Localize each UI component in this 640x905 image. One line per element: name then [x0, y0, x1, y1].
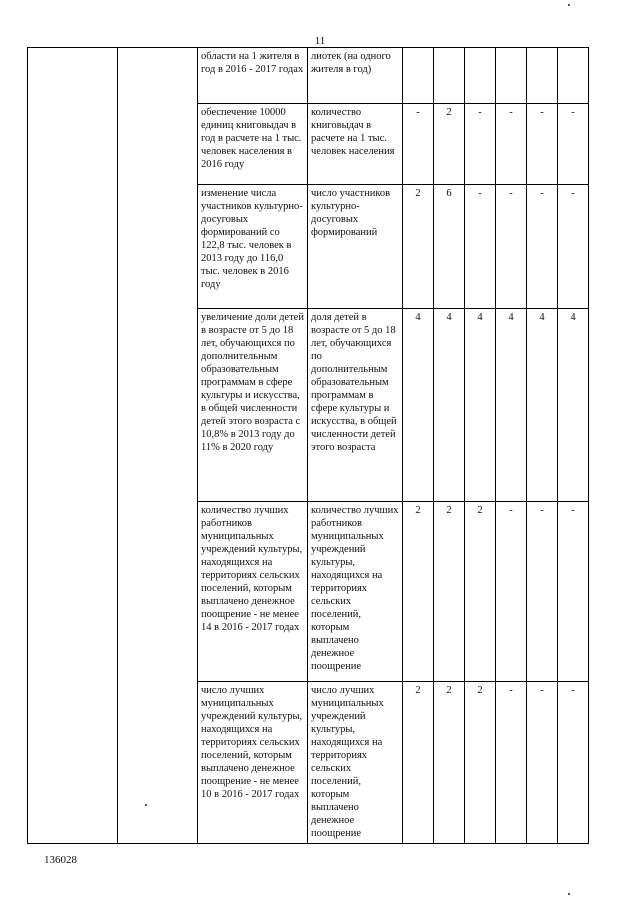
value-cell: 2 — [403, 185, 434, 309]
value-cell: 2 — [434, 682, 465, 844]
indicator-cell: лиотек (на одного жителя в год) — [308, 48, 403, 104]
goal-cell: число лучших муниципальных учреждений культуры, находящихся на территориях сельских поселений, которым выплачено денежное поощрение - не менее 10 в 2016 - 2017 годах — [198, 682, 308, 844]
value-cell: - — [527, 185, 558, 309]
value-cell: 6 — [434, 185, 465, 309]
value-cell: 2 — [403, 502, 434, 682]
value-cell: - — [558, 104, 589, 185]
indicator-cell: количество книговыдач в расчете на 1 тыс. человек населения — [308, 104, 403, 185]
value-cell: - — [465, 185, 496, 309]
value-cell: 4 — [403, 309, 434, 502]
page-number: 11 — [314, 35, 326, 47]
value-cell — [527, 48, 558, 104]
value-cell: 2 — [434, 104, 465, 185]
program-column-cell — [28, 48, 118, 844]
value-cell — [403, 48, 434, 104]
goal-cell: увеличение доли детей в возрасте от 5 до 18 лет, обучающихся по дополнительным образовательным программам в сфере культуры и искусства, в общей численности детей этого возраста с 10,8% в 2013 году до 11% в 2020 году — [198, 309, 308, 502]
indicator-cell: число лучших муниципальных учреждений культуры, находящихся на территориях сельских поселений, которым выплачено денежное поощрение — [308, 682, 403, 844]
value-cell: - — [527, 502, 558, 682]
value-cell: 2 — [403, 682, 434, 844]
value-cell: - — [527, 682, 558, 844]
value-cell: - — [496, 104, 527, 185]
table-row — [28, 48, 589, 104]
value-cell: - — [496, 502, 527, 682]
value-cell — [558, 48, 589, 104]
value-cell: 2 — [465, 502, 496, 682]
value-cell — [496, 48, 527, 104]
document-code: 136028 — [44, 854, 77, 866]
subprogram-column-cell — [118, 48, 198, 844]
scan-dot — [568, 4, 570, 6]
value-cell: 4 — [527, 309, 558, 502]
indicator-cell: доля детей в возрасте от 5 до 18 лет, обучающихся по дополнительным образовательным программам в сфере культуры и искусства, в общей численности детей этого возраста — [308, 309, 403, 502]
value-cell: - — [496, 682, 527, 844]
indicators-table — [27, 47, 589, 844]
goal-cell: изменение числа участников культурно-досуговых формирований со 122,8 тыс. человек в 2013 году до 116,0 тыс. человек в 2016 году — [198, 185, 308, 309]
value-cell: - — [403, 104, 434, 185]
value-cell: - — [558, 185, 589, 309]
value-cell — [434, 48, 465, 104]
value-cell: 4 — [465, 309, 496, 502]
value-cell: - — [465, 104, 496, 185]
value-cell — [465, 48, 496, 104]
scan-dot — [145, 804, 147, 806]
indicator-cell: число участников культурно-досуговых формирований — [308, 185, 403, 309]
goal-cell: области на 1 жителя в год в 2016 - 2017 годах — [198, 48, 308, 104]
value-cell: - — [558, 502, 589, 682]
value-cell: 4 — [434, 309, 465, 502]
value-cell: 4 — [558, 309, 589, 502]
value-cell: 2 — [434, 502, 465, 682]
value-cell: - — [496, 185, 527, 309]
value-cell: 2 — [465, 682, 496, 844]
scan-dot — [568, 893, 570, 895]
value-cell: - — [558, 682, 589, 844]
goal-cell: обеспечение 10000 единиц книговыдач в год в расчете на 1 тыс. человек населения в 2016 году — [198, 104, 308, 185]
value-cell: - — [527, 104, 558, 185]
value-cell: 4 — [496, 309, 527, 502]
goal-cell: количество лучших работников муниципальных учреждений культуры, находящихся на территориях сельских поселений, которым выплачено денежное поощрение - не менее 14 в 2016 - 2017 годах — [198, 502, 308, 682]
indicator-cell: количество лучших работников муниципальных учреждений культуры, находящихся на территориях сельских поселений, которым выплачено денежное поощрение — [308, 502, 403, 682]
